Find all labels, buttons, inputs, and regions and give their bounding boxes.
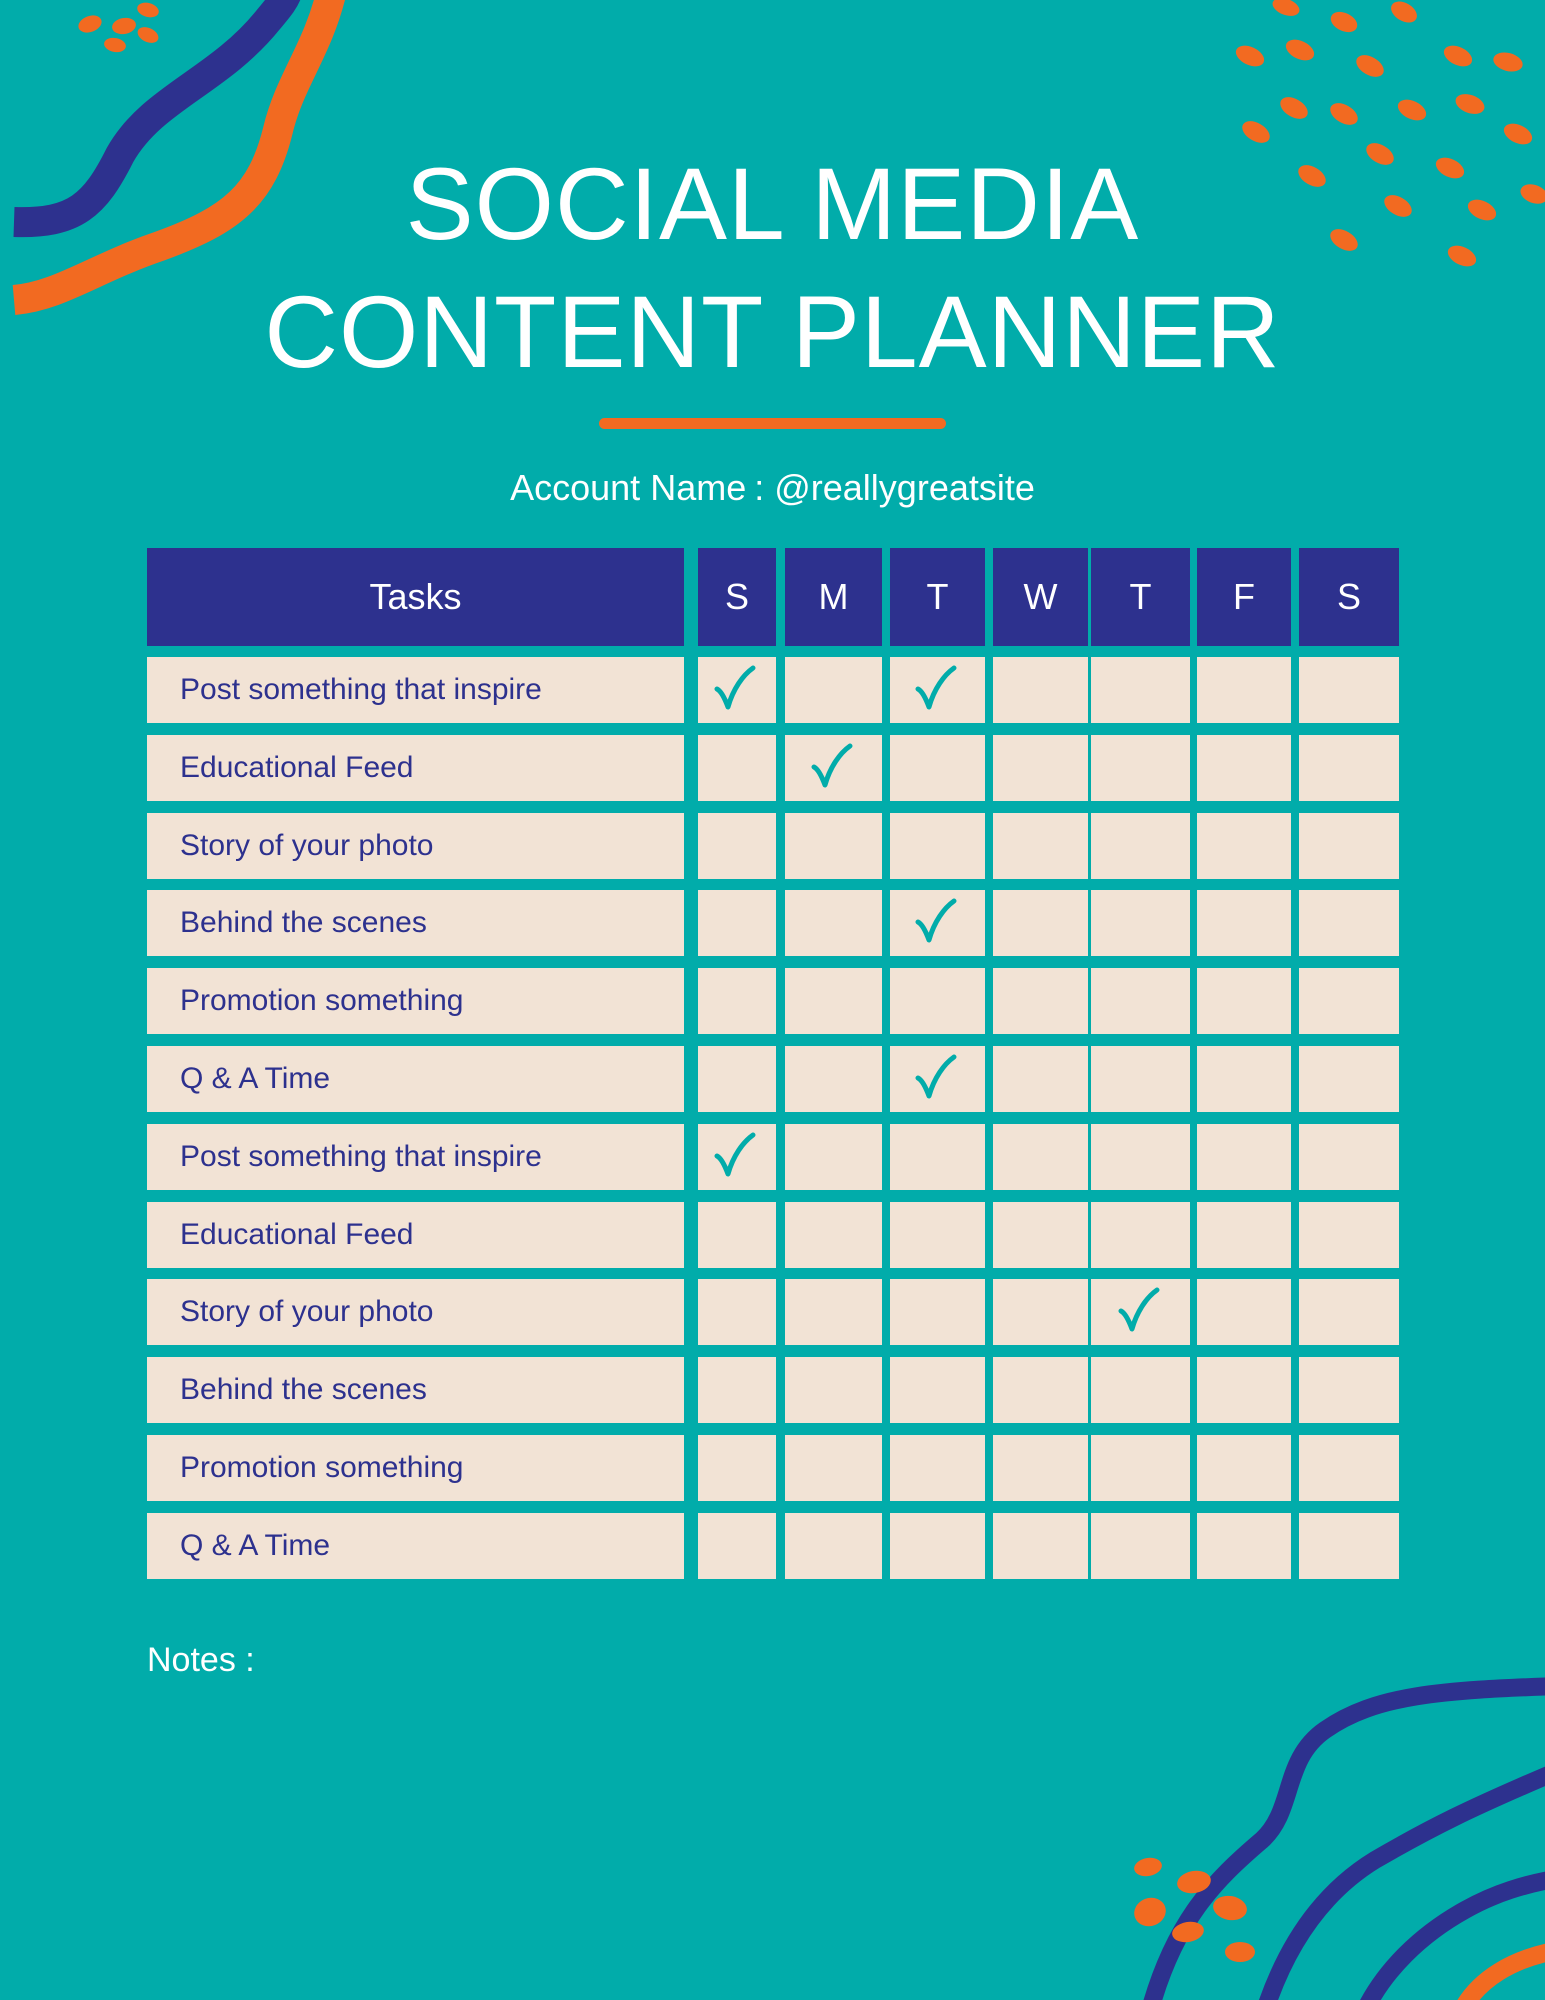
day-checkbox-cell[interactable] (1299, 1202, 1399, 1268)
day-checkbox-cell[interactable] (993, 1435, 1088, 1501)
day-checkbox-cell[interactable] (1197, 890, 1291, 956)
day-checkbox-cell[interactable] (785, 1046, 882, 1112)
day-checkbox-cell[interactable] (785, 1435, 882, 1501)
title-underline (599, 418, 946, 429)
day-checkbox-cell[interactable] (890, 1513, 985, 1579)
day-checkbox-cell[interactable] (698, 735, 776, 801)
task-label: Post something that inspire (147, 1124, 684, 1190)
day-column-header: T (1091, 548, 1190, 646)
day-checkbox-cell[interactable] (1091, 1046, 1190, 1112)
day-checkbox-cell[interactable] (1197, 1513, 1291, 1579)
notes-label: Notes : (147, 1641, 255, 1679)
day-checkbox-cell[interactable] (1091, 1357, 1190, 1423)
day-checkbox-cell[interactable] (993, 1124, 1088, 1190)
day-checkbox-cell[interactable] (785, 1124, 882, 1190)
day-checkbox-cell[interactable] (993, 1513, 1088, 1579)
day-checkbox-cell[interactable] (1197, 1046, 1291, 1112)
day-checkbox-cell[interactable] (1197, 1435, 1291, 1501)
day-checkbox-cell[interactable] (698, 1357, 776, 1423)
day-checkbox-cell[interactable] (993, 657, 1088, 723)
task-label: Educational Feed (147, 1202, 684, 1268)
day-checkbox-cell[interactable] (1197, 735, 1291, 801)
orange-swirl-decoration (1462, 1950, 1545, 2000)
day-checkbox-cell[interactable] (1197, 1124, 1291, 1190)
day-checkbox-cell[interactable] (1299, 1046, 1399, 1112)
day-checkbox-cell[interactable] (1091, 1202, 1190, 1268)
day-checkbox-cell[interactable] (890, 735, 985, 801)
title-line-1: SOCIAL MEDIA (405, 147, 1140, 261)
day-checkbox-cell[interactable] (1091, 1124, 1190, 1190)
day-checkbox-cell[interactable] (1197, 1279, 1291, 1345)
day-column-header: S (1299, 548, 1399, 646)
day-checkbox-cell[interactable] (890, 890, 985, 956)
day-checkbox-cell[interactable] (993, 1046, 1088, 1112)
task-label: Educational Feed (147, 735, 684, 801)
day-checkbox-cell[interactable] (993, 1357, 1088, 1423)
day-checkbox-cell[interactable] (1299, 813, 1399, 879)
table-row (147, 1279, 1399, 1345)
day-checkbox-cell[interactable] (890, 1202, 985, 1268)
task-label: Story of your photo (147, 1279, 684, 1345)
day-checkbox-cell[interactable] (785, 1279, 882, 1345)
day-column-header: T (890, 548, 985, 646)
day-column-header: M (785, 548, 882, 646)
day-checkbox-cell[interactable] (1299, 1513, 1399, 1579)
day-checkbox-cell[interactable] (698, 657, 776, 723)
day-column-header: W (993, 548, 1088, 646)
day-checkbox-cell[interactable] (890, 1279, 985, 1345)
day-checkbox-cell[interactable] (993, 813, 1088, 879)
task-label: Behind the scenes (147, 890, 684, 956)
day-checkbox-cell[interactable] (1299, 890, 1399, 956)
day-checkbox-cell[interactable] (890, 657, 985, 723)
day-checkbox-cell[interactable] (1197, 1357, 1291, 1423)
day-checkbox-cell[interactable] (698, 813, 776, 879)
day-checkbox-cell[interactable] (1091, 968, 1190, 1034)
day-checkbox-cell[interactable] (1299, 1124, 1399, 1190)
day-checkbox-cell[interactable] (698, 968, 776, 1034)
day-checkbox-cell[interactable] (698, 1124, 776, 1190)
task-label: Promotion something (147, 1435, 684, 1501)
day-checkbox-cell[interactable] (1299, 968, 1399, 1034)
account-handle: @reallygreatsite (774, 467, 1035, 508)
day-checkbox-cell[interactable] (785, 1357, 882, 1423)
day-checkbox-cell[interactable] (1299, 657, 1399, 723)
day-checkbox-cell[interactable] (785, 1202, 882, 1268)
table-row (147, 968, 1399, 1034)
day-checkbox-cell[interactable] (890, 1124, 985, 1190)
tasks-column-header: Tasks (147, 548, 684, 646)
page-title (0, 140, 1545, 396)
checkmark-icon (713, 1132, 757, 1178)
navy-swirl-decoration (1265, 1770, 1545, 2000)
day-checkbox-cell[interactable] (785, 813, 882, 879)
checkmark-icon (914, 665, 958, 711)
table-row (147, 1124, 1399, 1190)
day-checkbox-cell[interactable] (1091, 1513, 1190, 1579)
day-column-header: F (1197, 548, 1291, 646)
table-row (147, 735, 1399, 801)
checkmark-icon (810, 743, 854, 789)
account-label: Account Name (510, 467, 747, 508)
table-row (147, 1435, 1399, 1501)
checkmark-icon (914, 1054, 958, 1100)
day-checkbox-cell[interactable] (1197, 1202, 1291, 1268)
checkmark-icon (914, 898, 958, 944)
day-checkbox-cell[interactable] (1091, 1279, 1190, 1345)
title-line-2: CONTENT PLANNER (264, 275, 1281, 389)
day-checkbox-cell[interactable] (1197, 657, 1291, 723)
task-label: Q & A Time (147, 1046, 684, 1112)
day-checkbox-cell[interactable] (785, 735, 882, 801)
day-checkbox-cell[interactable] (1299, 1357, 1399, 1423)
day-checkbox-cell[interactable] (993, 890, 1088, 956)
day-checkbox-cell[interactable] (698, 1435, 776, 1501)
day-checkbox-cell[interactable] (698, 1202, 776, 1268)
day-checkbox-cell[interactable] (993, 1279, 1088, 1345)
day-checkbox-cell[interactable] (890, 1357, 985, 1423)
table-row (147, 1202, 1399, 1268)
checkmark-icon (713, 665, 757, 711)
task-label: Promotion something (147, 968, 684, 1034)
day-checkbox-cell[interactable] (785, 890, 882, 956)
day-checkbox-cell[interactable] (993, 968, 1088, 1034)
table-row (147, 890, 1399, 956)
day-checkbox-cell[interactable] (890, 968, 985, 1034)
table-row (147, 1357, 1399, 1423)
day-checkbox-cell[interactable] (1299, 1279, 1399, 1345)
day-checkbox-cell[interactable] (1091, 657, 1190, 723)
day-checkbox-cell[interactable] (1197, 968, 1291, 1034)
day-column-header: S (698, 548, 776, 646)
table-row (147, 813, 1399, 879)
day-checkbox-cell[interactable] (1091, 1435, 1190, 1501)
task-label: Behind the scenes (147, 1357, 684, 1423)
day-checkbox-cell[interactable] (1299, 1435, 1399, 1501)
day-checkbox-cell[interactable] (993, 1202, 1088, 1268)
day-checkbox-cell[interactable] (785, 657, 882, 723)
day-checkbox-cell[interactable] (890, 1046, 985, 1112)
account-separator: : (754, 467, 765, 508)
task-label: Post something that inspire (147, 657, 684, 723)
day-checkbox-cell[interactable] (1091, 735, 1190, 801)
checkmark-icon (1117, 1287, 1161, 1333)
account-name (0, 465, 1545, 511)
day-checkbox-cell[interactable] (785, 968, 882, 1034)
day-checkbox-cell[interactable] (1091, 890, 1190, 956)
day-checkbox-cell[interactable] (698, 1046, 776, 1112)
day-checkbox-cell[interactable] (1197, 813, 1291, 879)
day-checkbox-cell[interactable] (890, 1435, 985, 1501)
task-label: Story of your photo (147, 813, 684, 879)
day-checkbox-cell[interactable] (1299, 735, 1399, 801)
navy-swirl-decoration (1365, 1878, 1545, 2000)
table-row (147, 657, 1399, 723)
day-checkbox-cell[interactable] (698, 890, 776, 956)
task-label: Q & A Time (147, 1513, 684, 1579)
day-checkbox-cell[interactable] (993, 735, 1088, 801)
orange-dots-decoration (1130, 1856, 1255, 1962)
day-checkbox-cell[interactable] (698, 1279, 776, 1345)
day-checkbox-cell[interactable] (1091, 813, 1190, 879)
navy-swirl-decoration (1150, 1686, 1545, 2000)
table-row (147, 1513, 1399, 1579)
orange-dots-decoration (76, 0, 161, 53)
day-checkbox-cell[interactable] (698, 1513, 776, 1579)
day-checkbox-cell[interactable] (890, 813, 985, 879)
table-row (147, 1046, 1399, 1112)
day-checkbox-cell[interactable] (785, 1513, 882, 1579)
